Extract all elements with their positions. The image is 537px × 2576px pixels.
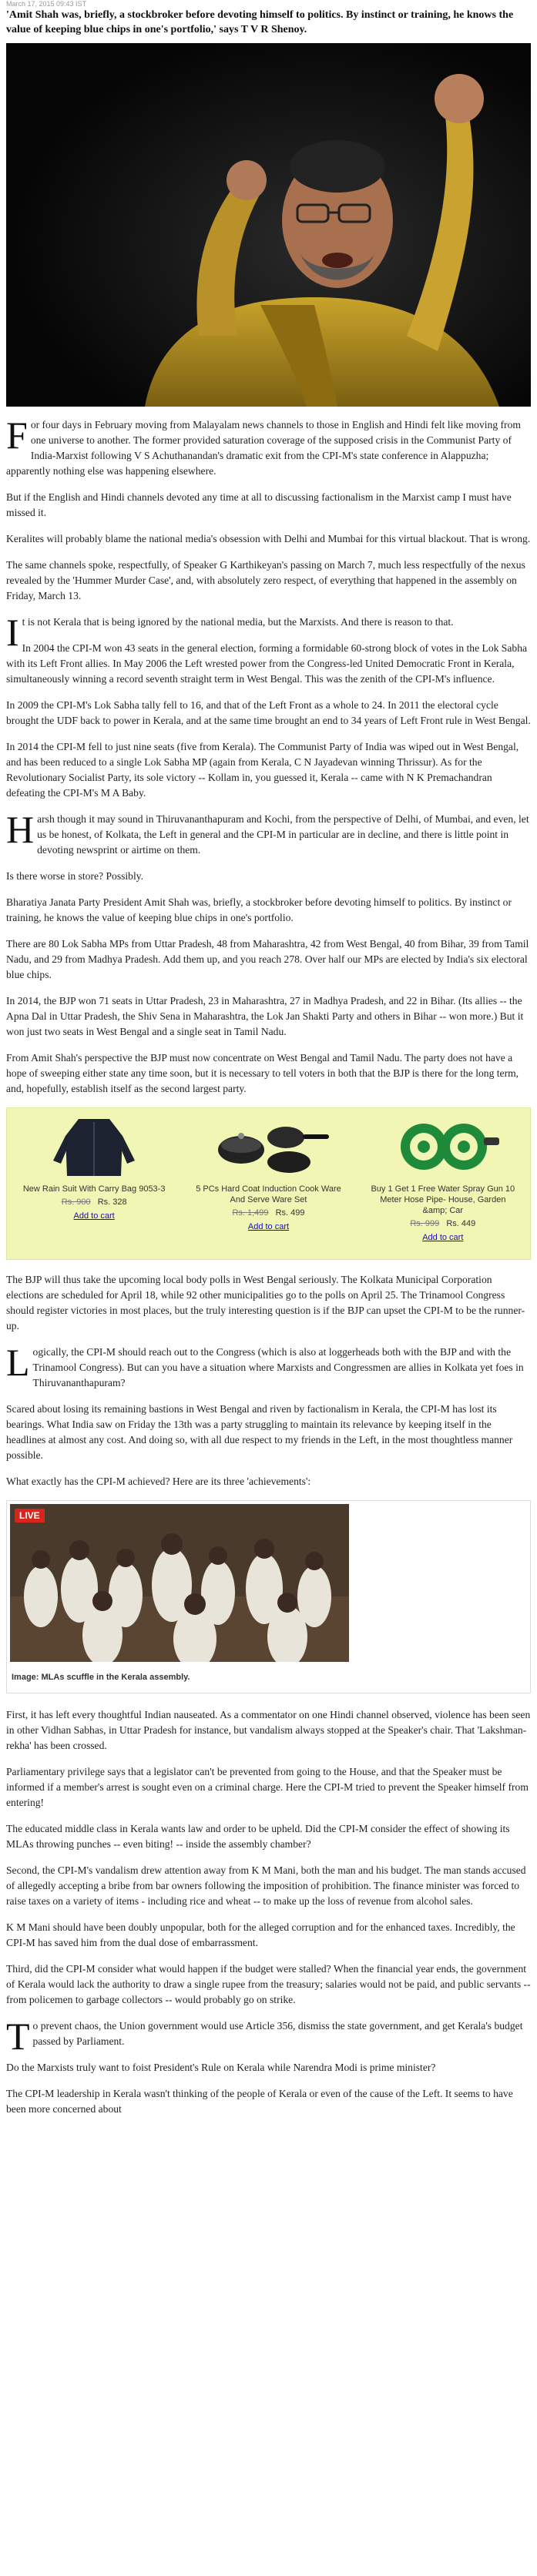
shopping-ad-strip	[6, 1107, 531, 1260]
article-body-part-2	[6, 1272, 531, 1489]
paragraph: From Amit Shah's perspective the BJP must now concentrate on West Bengal and Tamil Nadu. The party does not have a hope of sweeping either state any time soon, but it is necessary to tell voters in both that the BJP is there for the long term, and, hopefully, establish itself as the second largest party.	[6, 1052, 519, 1094]
ad-item[interactable]	[370, 1114, 516, 1242]
assembly-photo	[10, 1504, 349, 1662]
assembly-scuffle-illustration	[10, 1504, 349, 1662]
paragraph: The same channels spoke, respectfully, of Speaker G Karthikeyan's passing on March 7, much less respectfully of the nexus revealed by the 'Hummer Murder Case', and, with absolutely zero respect, of everything that happened in the assembly on Friday, March 13.	[6, 559, 525, 601]
paragraph: Keralites will probably blame the national media's obsession with Delhi and Mumbai for this virtual blackout. That is wrong.	[6, 533, 531, 544]
ad-new-price: Rs. 328	[97, 1198, 127, 1207]
ad-new-price: Rs. 499	[275, 1208, 305, 1218]
paragraph: Is there worse in store? Possibly.	[6, 870, 144, 882]
ad-new-price: Rs. 449	[446, 1219, 476, 1228]
paragraph: What exactly has the CPI-M achieved? Here are its three 'achievements':	[6, 1476, 311, 1487]
paragraph: Second, the CPI-M's vandalism drew attention away from K M Mani, both the man and his budget. The man stands accused of allegedly accepting a bribe from bar owners following the imposition of prohibition. The finance minister was forced to raise taxes on a variety of items - including rice and wheat -- to make up the loss of revenue from alcohol sales.	[6, 1864, 526, 1907]
paragraph: The BJP will thus take the upcoming local body polls in West Bengal seriously. The Kolkata Municipal Corporation elections are scheduled for April 18, while 92 other municipalities go to the polls on April 25. The Trinamool Congress should register victories in most places, but the truly interesting question is if the BJP can upset the CPI-M to be the runner-up.	[6, 1274, 525, 1332]
paragraph: Harsh though it may sound in Thiruvananthapuram and Kochi, from the perspective of Delhi, of Mumbai, and even, let us be honest, of Kolkata, the Left in general and the CPI-M in particular are in decline, and there is little point in devoting newsprint or airtime on them.	[6, 808, 529, 856]
raincoat-icon	[21, 1114, 167, 1179]
paragraph: For four days in February moving from Malayalam news channels to those in English and Hindi felt like moving from one universe to another. The former provided saturation coverage of the supposed crisis in the Communist Party of India-Marxist following V S Achuthanandan's dramatic exit from the CPI-M's state conference in Alappuzha; apparently nothing else was happening elsewhere.	[6, 414, 521, 477]
paragraph: To prevent chaos, the Union government would use Article 356, dismiss the state government, and get Kerala's budget passed by Parliament.	[6, 2015, 523, 2058]
photo-caption: Image: MLAs scuffle in the Kerala assembly.	[12, 1673, 190, 1682]
add-to-cart-link[interactable]: Add to cart	[73, 1211, 115, 1221]
ad-price	[195, 1207, 341, 1219]
paragraph: Third, did the CPI-M consider what would happen if the budget were stalled? When the financial year ends, the government of Kerala would lack the authority to draw a single rupee from the treasury; salaries would not be paid, and public servants -- from policemen to garbage collectors -- would probably go on strike.	[6, 1963, 531, 2005]
article-body-part-1	[6, 414, 531, 1097]
paragraph: Scared about losing its remaining bastions in West Bengal and riven by factionalism in Kerala, the CPI-M has lost its bearings. What India saw on Friday the 13th was a party struggling to maintain its relevance by keeping itself in the headlines at almost any cost. And doing so, with all due respect to my friends in the Left, in the most thoughtless manner possible.	[6, 1403, 513, 1461]
paragraph: K M Mani should have been doubly unpopular, both for the alleged corruption and for the enhanced taxes. Incredibly, the CPI-M has saved him from the dual dose of embarrassment.	[6, 1921, 515, 1948]
paragraph: But if the English and Hindi channels devoted any time at all to discussing factionalism in the Marxist camp I must have missed it.	[6, 491, 512, 518]
ad-item[interactable]	[195, 1114, 341, 1231]
ad-title: Buy 1 Get 1 Free Water Spray Gun 10 Meter Hose Pipe- House, Garden &amp; Car	[371, 1184, 515, 1215]
hero-photo	[6, 43, 531, 407]
paragraph: In 2014 the CPI-M fell to just nine seats (five from Kerala). The Communist Party of India was wiped out in West Bengal, and has been reduced to a single Lok Sabha MP (again from Kerala, C N Jayadevan winning Thrissur). As for the Revolutionary Socialist Party, its sole victory -- Kollam in, you guessed it, Kerala -- came with N K Premachandran defeating the CPI-M's M A Baby.	[6, 741, 519, 799]
add-to-cart-link[interactable]: Add to cart	[422, 1233, 464, 1242]
paragraph: In 2004 the CPI-M won 43 seats in the general election, forming a formidable 60-strong block of votes in the Lok Sabha with its Left Front allies. In May 2006 the Left wrested power from the Congress-led United Democratic Front in Kerala, simultaneously winning a record seventh straight term in West Bengal. This was the zenith of the CPI-M's influence.	[6, 642, 528, 685]
ad-price	[21, 1196, 167, 1208]
ad-old-price: Rs. 999	[410, 1219, 440, 1228]
paragraph: It is not Kerala that is being ignored by the national media, but the Marxists. And there is reason to that.	[6, 611, 454, 654]
paragraph: There are 80 Lok Sabha MPs from Uttar Pradesh, 48 from Maharashtra, 42 from West Bengal, 40 from Bihar, 39 from Tamil Nadu, and 29 from Madhya Pradesh. Add them up, and you reach 278. Over half our MPs are elected by India's six electoral blue chips.	[6, 938, 529, 980]
paragraph: Bharatiya Janata Party President Amit Shah was, briefly, a stockbroker before devoting himself to politics. By instinct or training, he knows the value of keeping blue chips in one's portfolio.	[6, 896, 512, 923]
ad-old-price: Rs. 1,499	[232, 1208, 269, 1218]
paragraph: In 2009 the CPI-M's Lok Sabha tally fell to 16, and that of the Left Front as a whole to 24. In 2011 the electoral cycle brought the UDF back to power in Kerala, and at the same time brought an end to 34 years of Left Front rule in West Bengal.	[6, 699, 531, 726]
ad-price	[370, 1218, 516, 1230]
ad-item[interactable]	[21, 1114, 167, 1221]
ad-old-price: Rs. 900	[61, 1198, 91, 1207]
dateline: March 17, 2015 09:43 IST	[6, 0, 87, 8]
paragraph: Logically, the CPI-M should reach out to the Congress (which is also at loggerheads both with the BJP and with the Trinamool Congress). But can you have a situation where Marxists and Congressmen are allies in Kolkata yet foes in Thiruvananthapuram?	[6, 1341, 524, 1388]
paragraph: The CPI-M leadership in Kerala wasn't thinking of the people of Kerala or even of the cause of the Left. It seems to have been more concerned about	[6, 2088, 513, 2115]
hose-reel-icon	[370, 1114, 516, 1179]
paragraph: The educated middle class in Kerala wants law and order to be upheld. Did the CPI-M consider the effect of showing its MLAs throwing punches -- even biting! -- inside the assembly chamber?	[6, 1823, 510, 1850]
add-to-cart-link[interactable]: Add to cart	[247, 1222, 290, 1231]
hero-illustration	[6, 43, 531, 407]
paragraph: Do the Marxists truly want to foist President's Rule on Kerala while Narendra Modi is prime minister?	[6, 2062, 436, 2073]
cookware-icon	[195, 1114, 341, 1179]
paragraph: Parliamentary privilege says that a legislator can't be prevented from going to the House, and that the Speaker must be informed if a member's arrest is sought even on a criminal charge. Here the CPI-M tried to prevent the Speaker himself from entering!	[6, 1766, 529, 1808]
inline-photo	[6, 1500, 531, 1693]
article-body-part-3	[6, 1707, 531, 2117]
live-badge: LIVE	[15, 1509, 45, 1522]
paragraph: First, it has left every thoughtful Indian nauseated. As a commentator on one Hindi channel observed, violence has been seen in other Vidhan Sabhas, in Uttar Pradesh for instance, but vandalism always stopped at the Speaker's chair. That 'Lakshman-rekha' has been crossed.	[6, 1709, 531, 1751]
ad-title: New Rain Suit With Carry Bag 9053-3	[22, 1184, 166, 1194]
article-standfirst: 'Amit Shah was, briefly, a stockbroker before devoting himself to politics. By instinct or training, he knows the value of keeping blue chips in one's portfolio,' says T V R Shenoy.	[6, 9, 514, 35]
paragraph: In 2014, the BJP won 71 seats in Uttar Pradesh, 23 in Maharashtra, 27 in Madhya Pradesh, and 22 in Bihar. (Its allies -- the Apna Dal in Uttar Pradesh, the Shiv Sena in Maharashtra, the Lok Jan Shakti Party and others in Bihar -- won more.) But it won just two seats in West Bengal and a single seat in Tamil Nadu.	[6, 995, 524, 1037]
ad-title: 5 PCs Hard Coat Induction Cook Ware And Serve Ware Set	[196, 1184, 341, 1204]
